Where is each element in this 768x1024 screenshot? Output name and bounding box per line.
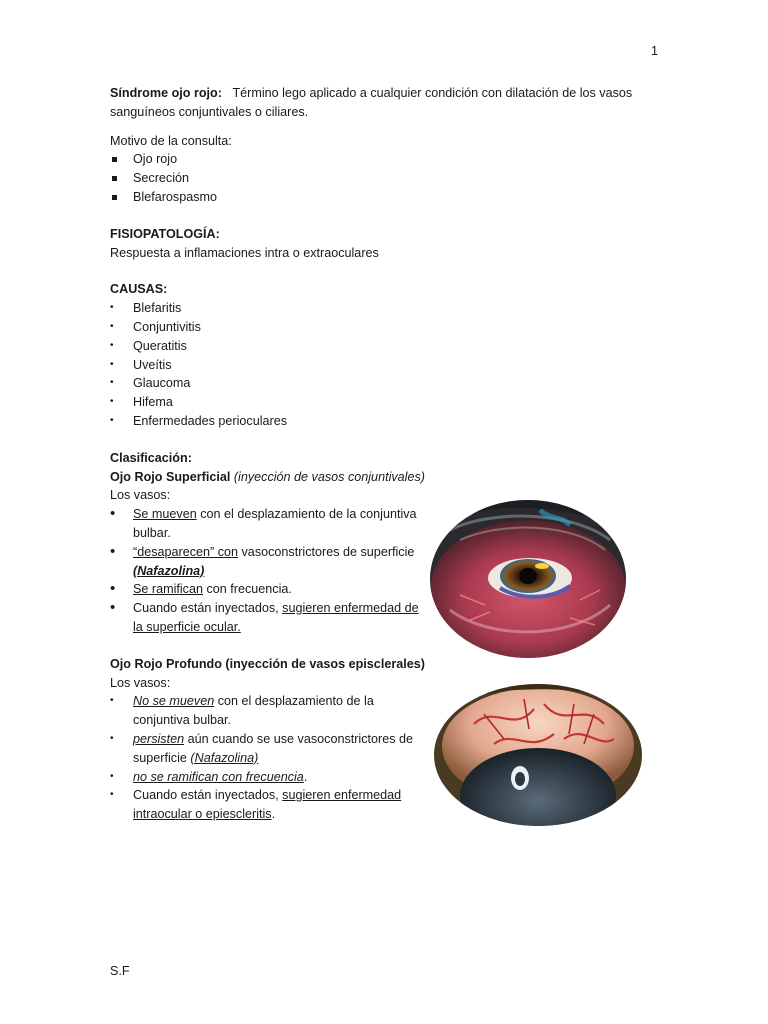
profundo-list bbox=[110, 692, 420, 824]
item-text: con el desplazamiento de la conjuntiva bulbar. bbox=[133, 694, 374, 728]
motivo-list bbox=[110, 150, 650, 206]
fisiopatologia-heading: FISIOPATOLOGÍA: bbox=[110, 226, 220, 241]
list-item bbox=[110, 599, 420, 637]
list-item: • Enfermedades perioculares bbox=[110, 412, 650, 431]
underlined-text: sugieren enfermedad intraocular o epiescleritis bbox=[133, 788, 402, 822]
superficial-list bbox=[110, 505, 420, 637]
list-item bbox=[110, 543, 420, 581]
underlined-text: Se mueven bbox=[133, 507, 197, 522]
motivo-heading: Motivo de la consulta: bbox=[110, 133, 232, 148]
page-number: 1 bbox=[650, 44, 658, 58]
underlined-text: persisten bbox=[133, 731, 185, 746]
underlined-text: no se ramifican con frecuencia bbox=[133, 769, 304, 784]
item-text: con frecuencia. bbox=[203, 582, 292, 597]
list-item bbox=[110, 580, 420, 599]
list-item bbox=[110, 768, 420, 787]
list-item: Ojo rojo bbox=[110, 150, 650, 169]
causas-list bbox=[110, 299, 650, 431]
superficial-subtitle: (inyección de vasos conjuntivales) bbox=[233, 469, 425, 484]
list-item bbox=[110, 505, 420, 543]
intro-paragraph bbox=[110, 84, 650, 122]
item-text: Cuando están inyectados, bbox=[133, 788, 283, 803]
superficial-title: Ojo Rojo Superficial bbox=[110, 469, 231, 484]
list-item: • Uveítis bbox=[110, 356, 650, 375]
list-item: • Hifema bbox=[110, 393, 650, 412]
intro-term: Síndrome ojo rojo: bbox=[110, 86, 222, 100]
deep-red-eye-photo bbox=[434, 684, 642, 826]
underlined-text: “desaparecen” con bbox=[133, 544, 239, 559]
fisiopatologia-text: Respuesta a inflamaciones intra o extraoculares bbox=[110, 245, 379, 260]
list-item: • Conjuntivitis bbox=[110, 318, 650, 337]
item-text: . bbox=[271, 807, 276, 822]
list-item: Blefarospasmo bbox=[110, 188, 650, 207]
list-item bbox=[110, 692, 420, 730]
item-text: con el desplazamiento de la conjuntiva bulbar. bbox=[133, 507, 417, 540]
clasificacion-heading: Clasificación: bbox=[110, 450, 192, 465]
list-item: Secreción bbox=[110, 169, 650, 188]
causas-heading: CAUSAS: bbox=[110, 282, 168, 297]
list-item bbox=[110, 786, 420, 824]
superficial-vasos-label: Los vasos: bbox=[110, 488, 171, 503]
superficial-red-eye-photo bbox=[430, 500, 626, 658]
list-item bbox=[110, 730, 420, 768]
item-text: Cuando están inyectados, bbox=[133, 601, 283, 616]
list-item: • Glaucoma bbox=[110, 374, 650, 393]
profundo-title: Ojo Rojo Profundo (inyección de vasos episclerales) bbox=[110, 656, 425, 671]
underlined-text: sugieren enfermedad de la superficie ocular. bbox=[133, 601, 419, 634]
list-item: • Queratitis bbox=[110, 337, 650, 356]
footer-initials: S.F bbox=[110, 964, 130, 978]
item-text: . bbox=[303, 769, 308, 784]
profundo-vasos-label: Los vasos: bbox=[110, 675, 171, 690]
item-text: aún cuando se use vasoconstrictores de superficie bbox=[133, 731, 414, 765]
item-text: vasoconstrictores de superficie bbox=[238, 544, 415, 559]
list-item: • Blefaritis bbox=[110, 299, 650, 318]
nafazolina-text: (Nafazolina) bbox=[133, 563, 205, 578]
underlined-text: Se ramifican bbox=[133, 582, 203, 597]
superficial-title-line bbox=[110, 468, 650, 487]
intro-definition: Término lego aplicado a cualquier condición con dilatación de los vasos sanguíneos conjuntivales o ciliares. bbox=[110, 86, 633, 119]
nafazolina-text: (Nafazolina) bbox=[190, 750, 259, 765]
underlined-text: No se mueven bbox=[133, 694, 215, 709]
